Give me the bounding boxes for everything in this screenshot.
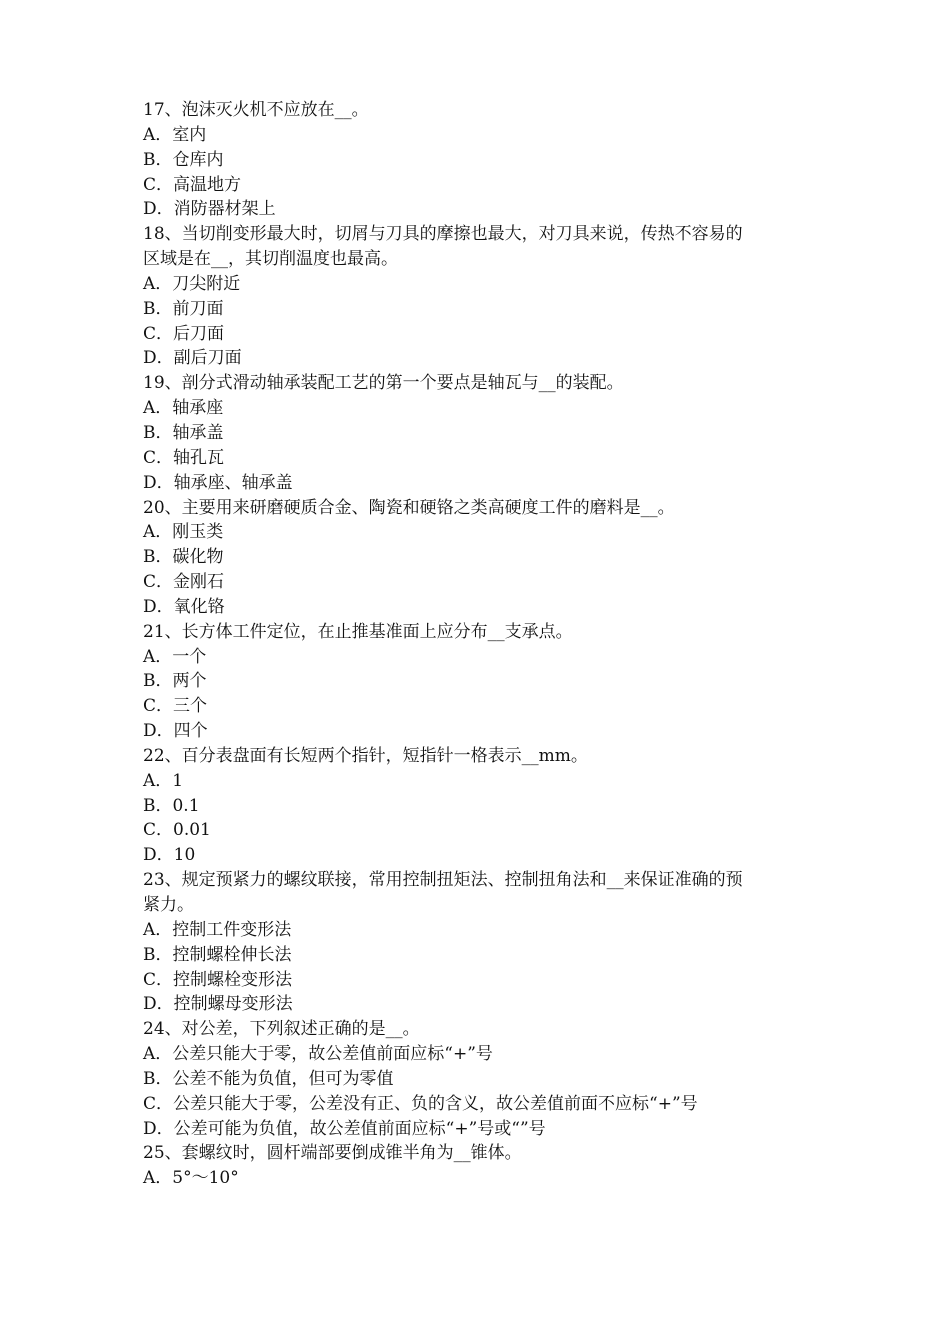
- option-20-a: A．刚玉类: [143, 522, 224, 543]
- question-20: 20、主要用来研磨硬质合金、陶瓷和硬铬之类高硬度工件的磨料是__。: [143, 497, 675, 518]
- question-list: [143, 98, 823, 1191]
- option-24-c: C．公差只能大于零，公差没有正、负的含义，故公差值前面不应标“+”号: [143, 1093, 698, 1114]
- option-20-c: C．金刚石: [143, 572, 225, 593]
- option-19-a: A．轴承座: [143, 398, 224, 419]
- option-22-c: C．0.01: [143, 820, 211, 841]
- option-18-d: D．副后刀面: [143, 348, 242, 369]
- option-24-a: A．公差只能大于零，故公差值前面应标“+”号: [143, 1044, 493, 1065]
- option-18-c: C．后刀面: [143, 323, 225, 344]
- option-20-b: B．碳化物: [143, 547, 224, 568]
- option-17-d: D．消防器材架上: [143, 199, 276, 220]
- option-20-d: D．氧化铬: [143, 596, 225, 617]
- option-23-b: B．控制螺栓伸长法: [143, 944, 292, 965]
- option-18-b: B．前刀面: [143, 298, 224, 319]
- question-23-line-1: 23、规定预紧力的螺纹联接，常用控制扭矩法、控制扭角法和__来保证准确的预: [143, 870, 743, 891]
- option-22-d: D．10: [143, 845, 196, 866]
- option-24-b: B．公差不能为负值，但可为零值: [143, 1068, 394, 1089]
- option-23-c: C．控制螺栓变形法: [143, 969, 293, 990]
- option-19-b: B．轴承盖: [143, 422, 224, 443]
- question-17: 17、泡沫灭火机不应放在__。: [143, 100, 369, 120]
- question-18-line-1: 18、当切削变形最大时，切屑与刀具的摩擦也最大，对刀具来说，传热不容易的: [143, 224, 743, 245]
- option-25-a: A．5°～10°: [143, 1168, 239, 1189]
- option-17-c: C．高温地方: [143, 174, 242, 195]
- question-19: 19、剖分式滑动轴承装配工艺的第一个要点是轴瓦与__的装配。: [143, 373, 624, 394]
- option-23-d: D．控制螺母变形法: [143, 994, 293, 1015]
- question-24: 24、对公差，下列叙述正确的是__。: [143, 1019, 420, 1040]
- option-17-b: B．仓库内: [143, 149, 224, 170]
- question-22: 22、百分表盘面有长短两个指针，短指针一格表示__mm。: [143, 745, 588, 766]
- option-19-d: D．轴承座、轴承盖: [143, 472, 293, 493]
- question-23-line-2: 紧力。: [143, 895, 194, 915]
- option-19-c: C．轴孔瓦: [143, 447, 225, 468]
- option-23-a: A．控制工件变形法: [143, 919, 292, 940]
- option-24-d: D．公差可能为负值，故公差值前面应标“+”号或“”号: [143, 1118, 546, 1139]
- question-25: 25、套螺纹时，圆杆端部要倒成锥半角为__锥体。: [143, 1143, 522, 1164]
- option-18-a: A．刀尖附近: [143, 273, 241, 294]
- option-22-a: A．1: [143, 770, 184, 791]
- option-21-c: C．三个: [143, 696, 208, 717]
- question-21: 21、长方体工件定位，在止推基准面上应分布__支承点。: [143, 621, 573, 642]
- option-21-b: B．两个: [143, 671, 207, 692]
- question-18-line-2: 区域是在__，其切削温度也最高。: [143, 249, 398, 270]
- option-22-b: B．0.1: [143, 795, 200, 816]
- option-17-a: A．室内: [143, 124, 207, 145]
- option-21-d: D．四个: [143, 721, 208, 742]
- option-21-a: A．一个: [143, 646, 207, 667]
